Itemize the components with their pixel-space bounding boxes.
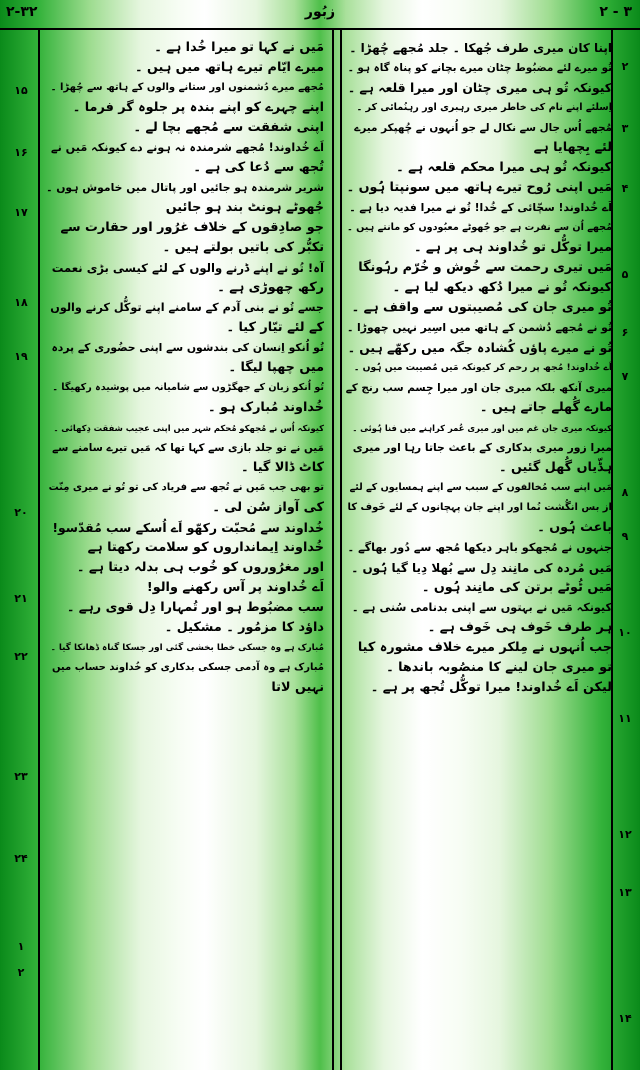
verse-number: ۱۶ bbox=[14, 146, 28, 159]
text-line: مُجھے میرے دُشمنوں اور ستانے والوں کے ہاتھ سے چُھڑا ۔ bbox=[50, 82, 324, 93]
text-line: اَے خُداوند! سچّائی کے خُدا! تُو نے میرا فدیہ دیا ہے ۔ bbox=[349, 201, 612, 214]
text-line: تکبُّر کی باتیں بولتے ہیں ۔ bbox=[162, 240, 324, 255]
left-column-text bbox=[44, 38, 324, 698]
verse-number: ۱۴ bbox=[618, 1012, 632, 1025]
text-line: خُداوند مُبارک ہو ۔ bbox=[208, 400, 324, 415]
verse-number: ۷ bbox=[621, 370, 629, 383]
verse-number: ۲۴ bbox=[14, 852, 28, 865]
text-line: شریر شرمندہ ہو جائیں اور پاتال میں خاموش ہوں ۔ bbox=[46, 181, 324, 194]
text-line: اَے خُداوند! مُجھ پر رحم کر کیونکہ مَیں مُصیبت میں ہُوں ۔ bbox=[354, 362, 612, 373]
text-line: مَیں مُردہ کی مانِند دِل سے بُھلا دِیا گیا ہُوں ۔ bbox=[351, 561, 612, 575]
header-rule bbox=[0, 28, 640, 30]
text-line: جو صادِقوں کے خلاف غرُور اور حقارت سے bbox=[60, 220, 324, 235]
verse-number: ۳ bbox=[621, 122, 629, 135]
verse-number: ۱۸ bbox=[14, 296, 28, 309]
text-line: اپنے چہرے کو اپنے بندہ پر جلوہ گر فرما ۔ bbox=[72, 100, 324, 115]
text-line: تُو نے مُجھے دُشمن کے ہاتھ میں اسِیر نہیں چھوڑا ۔ bbox=[346, 321, 612, 334]
text-line: جسے تُو نے بنی آدم کے سامنے اپنے توکُّل کرنے والوں bbox=[50, 301, 324, 314]
column-divider bbox=[332, 30, 334, 1070]
text-line: کی آواز سُن لی ۔ bbox=[212, 500, 324, 515]
text-line: مَیں نے تو جلد بازی سے کہا تھا کہ مَیں تیرے سامنے سے bbox=[52, 442, 324, 454]
text-line: مَیں تیری رحمت سے خُوش و خُرّم رہُونگا bbox=[358, 260, 612, 275]
text-line: تُجھ سے دُعا کی ہے ۔ bbox=[193, 160, 324, 175]
page-header bbox=[0, 0, 640, 30]
text-line: میرا توکُّل تو خُداوند ہی پر ہے ۔ bbox=[413, 240, 612, 255]
right-column-text bbox=[346, 38, 612, 698]
text-line: اَے خُداوند! مُجھے شرمندہ نہ ہونے دے کیونکہ مَیں نے bbox=[51, 141, 324, 154]
text-line: میرا زور میری بدکاری کے باعث جاتا رہا اور میری bbox=[352, 441, 612, 454]
text-line: لیکن اَے خُداوند! میرا توکُّل تُجھ پر ہے ۔ bbox=[370, 680, 612, 695]
text-line: کاٹ ڈالا گیا ۔ bbox=[240, 460, 324, 475]
text-line: کیونکہ تُو نے میرا دُکھ دیکھ لیا ہے ۔ bbox=[392, 280, 612, 295]
text-line: رکھ چھوڑی ہے ۔ bbox=[217, 280, 324, 295]
text-line: اور مغرُوروں کو خُوب ہی بدلہ دیتا ہے ۔ bbox=[76, 560, 324, 575]
verse-number: ۲۳ bbox=[14, 770, 28, 783]
text-line: کیونکہ اُس نے مُجھکو مُحکم شہر میں اپنی عجیب شفقت دِکھائی ۔ bbox=[53, 423, 324, 433]
verse-number: ۱۷ bbox=[14, 206, 28, 219]
text-line: اپنی شفقت سے مُجھے بچا لے ۔ bbox=[133, 120, 324, 135]
text-line: تُو میری جان کی مُصیبتوں سے واقف ہے ۔ bbox=[351, 300, 612, 315]
verse-number: ۱۹ bbox=[14, 350, 28, 363]
text-line: جب اُنہوں نے مِلکر میرے خلاف مشورہ کیا bbox=[357, 640, 612, 655]
text-line: از بس انگُشت نُما اور اپنے جان پہچانوں کے لئے خَوف کا bbox=[347, 502, 612, 513]
text-line: مُبارک ہے وہ جسکی خطا بخشی گئی اور جسکا گناہ ڈھانکا گیا ۔ bbox=[50, 643, 324, 653]
verse-number: ۹ bbox=[621, 530, 629, 543]
text-line: تُو نے میرے پاؤں کُشادہ جگہ میں رکھّے ہیں ۔ bbox=[347, 340, 612, 355]
verse-number: ۲ bbox=[17, 966, 25, 979]
text-line: خُداوند سے مُحبّت رکھّو اَے اُسکے سب مُقدّسو! bbox=[52, 520, 324, 535]
text-line: مُجھے اُن سے نفرت ہے جو جُھوٹے معبُودوں کو مانتے ہیں ۔ bbox=[347, 222, 612, 233]
header-left-reference: ۲-۳۲ bbox=[6, 4, 38, 20]
text-line: کیونکہ تُو ہی میرا محکم قلعہ ہے ۔ bbox=[396, 160, 612, 175]
text-line: مَیں ٹُوٹے برتن کی مانِند ہُوں ۔ bbox=[421, 580, 612, 595]
text-line: تو بھی جب مَیں نے تُجھ سے فریاد کی تو تُو نے میری مِنّت bbox=[48, 482, 324, 493]
text-line: کیونکہ مَیں نے بہتوں سے اپنی بدنامی سُنی ہے ۔ bbox=[352, 601, 612, 614]
verse-number: ۱۵ bbox=[14, 84, 28, 97]
verse-number: ۲ bbox=[621, 60, 629, 73]
verse-number: ۴ bbox=[621, 182, 629, 195]
text-line: تُو اُنکو اِنسان کی بندشوں سے اپنی حضُوری کے پردہ bbox=[51, 341, 324, 354]
verse-number: ۶ bbox=[621, 326, 629, 339]
text-line: مُجھے اُس جال سے نکال لے جو اُنہوں نے چُھپکر میرے bbox=[354, 122, 612, 134]
text-line: میرے ایّام تیرے ہاتھ میں ہیں ۔ bbox=[135, 60, 324, 75]
text-line: جُھوٹے ہونٹ بند ہو جائیں bbox=[165, 200, 324, 215]
verse-number: ۲۲ bbox=[14, 650, 28, 663]
text-line: اپنا کان میری طرف جُھکا ۔ جلد مُجھے چُھڑا ۔ bbox=[349, 41, 612, 55]
text-line: مَیں اپنی رُوح تیرے ہاتھ میں سونپتا ہُوں ۔ bbox=[346, 180, 612, 195]
left-margin-rule bbox=[38, 30, 40, 1070]
header-book-title: زبُور bbox=[304, 4, 336, 20]
verse-number: ۱۱ bbox=[618, 712, 632, 725]
verse-number: ۱۳ bbox=[618, 886, 632, 899]
text-line: کیونکہ میری جان غم میں اور میری عُمر کراہنے میں فنا ہُوئی ۔ bbox=[352, 423, 612, 433]
text-line: سب مضبُوط ہو اور تُمہارا دِل قوی رہے ۔ bbox=[66, 600, 324, 615]
text-line: مَیں نے کہا تو میرا خُدا ہے ۔ bbox=[154, 40, 324, 55]
text-line: تُو میرے لئے مضبُوط چٹان میرے بچانے کو پناہ گاہ ہو ۔ bbox=[347, 62, 612, 74]
verse-number: ۵ bbox=[621, 268, 629, 281]
verse-number: ۲۰ bbox=[14, 506, 28, 519]
text-line: تُو اُنکو زبان کے جھگڑوں سے شامیانہ میں پوشیدہ رکھیگا ۔ bbox=[52, 382, 324, 393]
text-line: اَے خُداوند پر آس رکھنے والو! bbox=[146, 580, 324, 595]
header-right-reference: ۲ - ۳ bbox=[599, 4, 632, 20]
text-line: میں چھپا لیگا ۔ bbox=[228, 360, 324, 375]
text-line: کیونکہ تُو ہی میری چٹان اور میرا قلعہ ہے ۔ bbox=[347, 80, 612, 95]
verse-number: ۱ bbox=[17, 940, 25, 953]
text-line: آہ! تُو نے اپنے ڈرنے والوں کے لئے کیسی بڑی نعمت bbox=[51, 261, 324, 275]
text-line: ہڈّیاں گُھل گئیں ۔ bbox=[498, 460, 612, 475]
text-line: تو میری جان لینے کا منصُوبہ باندھا ۔ bbox=[386, 660, 612, 675]
text-line: داؤد کا مزمُور ۔ مشکیل ۔ bbox=[164, 620, 324, 635]
text-line: مُبارک ہے وہ آدمی جسکی بدکاری کو خُداوند حساب میں bbox=[51, 662, 324, 673]
text-line: مارے گُھلے جاتے ہیں ۔ bbox=[479, 400, 612, 415]
column-divider-inner bbox=[340, 30, 342, 1070]
verse-number: ۱۲ bbox=[618, 828, 632, 841]
text-line: لئے بِچھایا ہے bbox=[533, 140, 612, 155]
text-line: کے لئے تیّار کیا ۔ bbox=[226, 320, 324, 335]
text-line: مَیں اپنے سب مُخالفوں کے سبب سے اپنے ہمسایوں کے لئے bbox=[349, 482, 612, 493]
verse-number: ۲۱ bbox=[14, 592, 28, 605]
text-line: میری آنکھ بلکہ میری جان اور میرا جِسم سب رنج کے bbox=[345, 382, 612, 394]
verse-number: ۸ bbox=[621, 486, 629, 499]
text-line: نہیں لاتا bbox=[271, 680, 324, 695]
text-line: جنہوں نے مُجھکو باہر دیکھا مُجھ سے دُور بھاگے ۔ bbox=[347, 541, 612, 554]
text-line: اِسلئے اپنے نام کی خاطر میری رہبری اور رہنُمائی کر ۔ bbox=[356, 102, 612, 113]
verse-number: ۱۰ bbox=[618, 626, 632, 639]
text-line: ہر طرف خَوف ہی خَوف ہے ۔ bbox=[427, 620, 612, 635]
text-line: خُداوند اِیمانداروں کو سلامت رکھتا ہے bbox=[87, 540, 324, 555]
text-line: باعث ہُوں ۔ bbox=[537, 520, 612, 535]
